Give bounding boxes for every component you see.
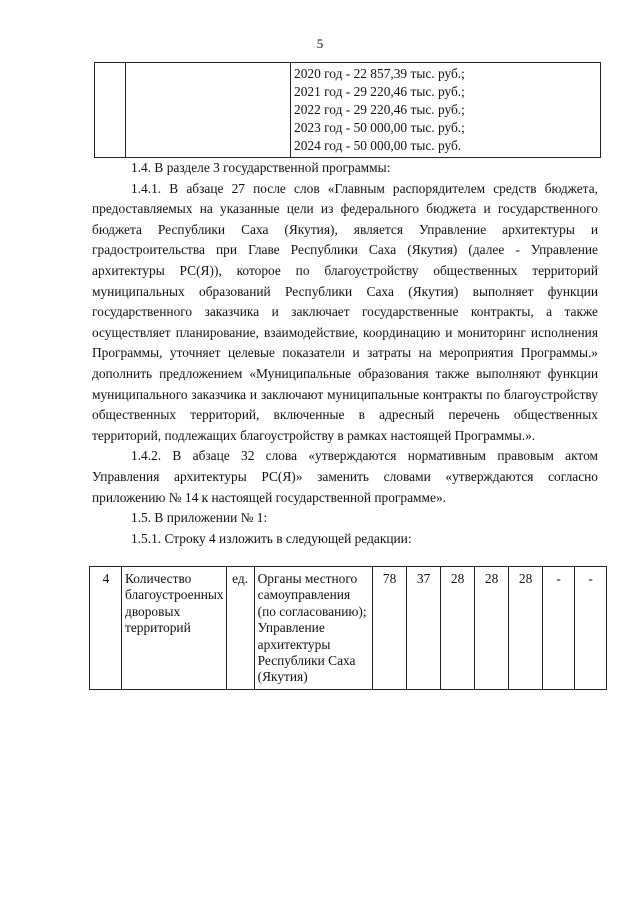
funding-line: 2021 год - 29 220,46 тыс. руб.; [294,84,465,99]
value-cell: 28 [440,567,474,690]
paragraph-1-5: 1.5. В приложении № 1: [131,510,268,526]
unit-cell: ед. [226,567,254,690]
value-cell: - [574,567,606,690]
value-cell: - [542,567,574,690]
funding-line: 2024 год - 50 000,00 тыс. руб. [294,138,462,153]
paragraph-1-4-1: 1.4.1. В абзаце 27 после слов «Главным распорядителем средств бюджета, предоставляемых на указанные цели из федерального бюджета и государственного бюджета Республики Саха (Якутия), является Управление архитектуры и градостроительства при Главе Республики Саха (Якутия) (далее - Управление архитектуры РС(Я)), которое по благоустройству общественных территорий муниципальных образований Республики Саха (Якутия) выполняет функции государственного заказчика и заключает государственные контракты, а также осуществляет планирование, взаимодействие, координацию и мониторинг исполнения Программы, уточняет целевые показатели и затраты на мероприятия Программы.» дополнить предложением «Муниципальные образования также выполняют функции муниципального заказчика и заключают муниципальные контракты по благоустройству общественных территорий, включенные в адресный перечень общественных территорий, подлежащих благоустройству в рамках настоящей Программы.». [92,180,598,443]
table-row [90,567,607,690]
paragraph-1-5-1: 1.5.1. Строку 4 изложить в следующей редакции: [131,530,412,546]
table-row [95,63,601,158]
responsible-cell [254,567,372,690]
funding-line: 2020 год - 22 857,39 тыс. руб.; [294,66,465,81]
funding-line: 2023 год - 50 000,00 тыс. руб.; [294,120,465,135]
value-cell: 78 [372,567,406,690]
value-cell: 37 [406,567,440,690]
row-number: 4 [90,567,122,690]
responsible-text: Органы местного самоуправления (по согласованию); Управление архитектуры Республики Саха (Якутия) [257,571,367,685]
document-body [92,158,598,549]
table-cell [126,63,291,158]
indicator-row-table [89,566,607,690]
funding-line: 2022 год - 29 220,46 тыс. руб.; [294,102,465,117]
funding-cell [291,63,601,158]
value-cell: 28 [508,567,542,690]
value-cell: 28 [474,567,508,690]
page-number: 5 [316,36,324,51]
table-cell [95,63,126,158]
paragraph-1-4: 1.4. В разделе 3 государственной программы: [131,160,391,175]
funding-table [94,62,601,158]
indicator-name: Количество благоустроенных дворовых территорий [122,567,227,690]
paragraph-1-4-2: 1.4.2. В абзаце 32 слова «утверждаются нормативным правовым актом Управления архитектуры РС(Я)» заменить словами «утверждаются согласно приложению № 14 к настоящей государственной программе». [92,448,598,505]
